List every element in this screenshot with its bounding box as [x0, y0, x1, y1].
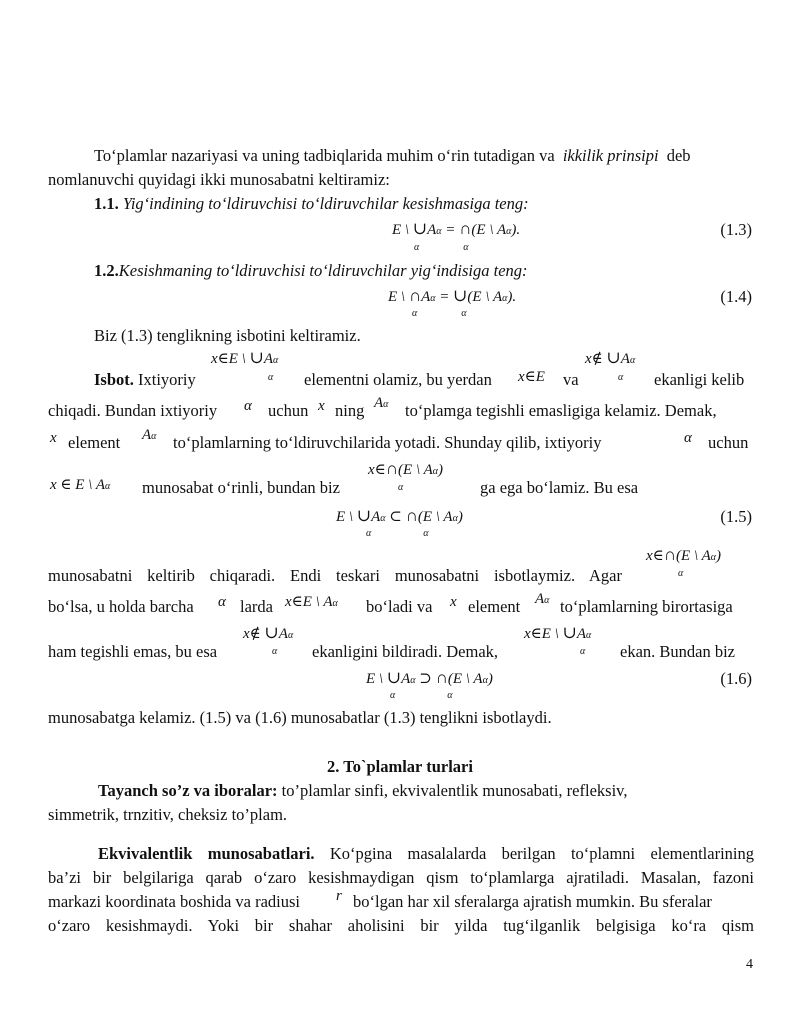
section-title-text: 2. To`plamlar turlari — [327, 757, 473, 776]
formula-1-6: E \ ∪Aα ⊃ ∩(E \ Aα) — [366, 668, 493, 687]
intro-text: To‘plamlar nazariyasi va uning tadbiqlarida muhim o‘rin tutadigan va — [94, 146, 555, 165]
proof-l2d: to‘plamga tegishli emasligiga kelamiz. Demak, — [405, 401, 717, 420]
formula-alpha-sub: α — [268, 372, 274, 383]
formula-A-alpha: Aα — [374, 395, 389, 411]
formula-x-in-intersection-2: x∈∩(E \ Aα) — [646, 545, 722, 564]
proof-l4a: munosabat o‘rinli, bundan biz — [142, 478, 340, 497]
proof-l3b: to‘plamlarning to‘ldiruvchilarida yotadi. Shunday qilib, ixtiyoriy — [173, 433, 602, 452]
formula-alpha: α — [244, 398, 252, 414]
proof-line-9: munosabatga kelamiz. (1.5) va (1.6) munosabatlar (1.3) tenglikni isbotlaydi. — [48, 708, 552, 727]
ekv-line-2: ba’zi bir belgilariga qarab o‘zaro kesishmaydigan qism to‘plamlarga ajratiladi. Masalan, fazoni — [48, 868, 754, 887]
formula-1-4: E \ ∩Aα = ∪(E \ Aα). — [388, 286, 517, 305]
formula-x-notin-union: x∉ ∪Aα — [585, 348, 636, 367]
proof-l6: munosabatni keltirib chiqaradi. Endi teskari munosabatni isbotlaymiz. Agar — [48, 566, 622, 585]
proof-line-6 — [48, 566, 622, 586]
proof-l8a: ham tegishli emas, bu esa — [48, 642, 218, 661]
equation-number-1-6: (1.6) — [720, 669, 752, 688]
intro-deb: deb — [666, 146, 691, 165]
keywords-label: Tayanch so’z va iboralar: — [98, 781, 278, 800]
formula-x: x — [50, 430, 57, 446]
formula-1-5: E \ ∪Aα ⊂ ∩(E \ Aα) — [336, 506, 463, 525]
formula-x-in-E-minus-A: x ∈ E \ Aα — [50, 477, 111, 493]
proof-l1c: va — [563, 370, 579, 389]
equation-number-1-3: (1.3) — [720, 220, 752, 239]
item-1-2-number: 1.2. — [94, 261, 119, 280]
intro-line-2: nomlanuvchi quyidagi ikki munosabatni keltiramiz: — [48, 170, 390, 189]
formula-r: r — [336, 888, 342, 904]
formula-A-alpha: Aα — [142, 427, 157, 443]
keywords-line-1 — [98, 781, 627, 801]
ekv-l3a: markazi koordinata boshida va radiusi — [48, 892, 301, 911]
item-1-1 — [94, 194, 529, 214]
proof-l3a: element — [68, 433, 121, 452]
formula-alpha-sub: α — [398, 482, 404, 493]
formula-alpha-sub: α — [618, 372, 624, 383]
proof-l3c: uchun — [708, 433, 749, 452]
formula-x-notin-union-2: x∉ ∪Aα — [243, 623, 294, 642]
formula-x-in-E: x∈E — [518, 369, 545, 385]
formula-x-in-complement-2: x∈E \ ∪Aα — [524, 623, 592, 642]
ekv-line-4: o‘zaro kesishmaydi. Yoki bir shahar aholisini bir yilda tug‘ilganlik belgisiga ko‘ra qism — [48, 916, 754, 935]
proof-l2b: uchun — [268, 401, 309, 420]
formula-x-in-complement: x∈E \ ∪Aα — [211, 348, 279, 367]
formula-x: x — [450, 594, 457, 610]
formula-1-6-subscripts: α α — [390, 690, 453, 701]
formula-1-3-subscripts: α α — [414, 242, 469, 253]
formula-1-4-subscripts: α α — [412, 308, 467, 319]
item-1-1-number: 1.1. — [94, 194, 119, 213]
proof-l2c: ning — [335, 401, 365, 420]
proof-l1a: Ixtiyoriy — [138, 370, 196, 389]
proof-l1b: elementni olamiz, bu yerdan — [304, 370, 492, 389]
formula-1-5-subscripts: α α — [366, 528, 429, 539]
proof-l7a: bo‘lsa, u holda barcha — [48, 597, 194, 616]
proof-intro: Biz (1.3) tenglikning isbotini keltiramiz. — [94, 326, 361, 345]
proof-l8c: ekan. Bundan biz — [620, 642, 736, 661]
proof-l2a: chiqadi. Bundan ixtiyoriy — [48, 401, 218, 420]
proof-l7d: element — [468, 597, 521, 616]
proof-l4b: ga ega bo‘lamiz. Bu esa — [480, 478, 639, 497]
proof-label: Isbot. — [94, 370, 134, 389]
intro-paragraph — [94, 146, 691, 166]
proof-l7e: to‘plamlarning birortasiga — [560, 597, 733, 616]
formula-x: x — [318, 398, 325, 414]
formula-alpha-sub: α — [272, 646, 278, 657]
page-number: 4 — [746, 957, 753, 972]
formula-alpha: α — [218, 594, 226, 610]
intro-term: ikkilik prinsipi — [562, 146, 659, 165]
ekv-label: Ekvivalentlik munosabatlari. — [98, 844, 315, 863]
keywords-line-2: simmetrik, trnzitiv, cheksiz to’plam. — [48, 805, 288, 824]
proof-l1d: ekanligi kelib — [654, 370, 745, 389]
section-title — [0, 757, 800, 777]
ekv-l3b: bo‘lgan har xil sferalarga ajratish mumkin. Bu sferalar — [353, 892, 712, 911]
equation-number-1-5: (1.5) — [720, 507, 752, 526]
keywords-text-1: to’plamlar sinfi, ekvivalentlik munosabati, refleksiv, — [281, 781, 628, 800]
item-1-1-text: Yig‘indining to‘ldiruvchisi to‘ldiruvchilar kesishmasiga teng: — [122, 194, 529, 213]
formula-x-in-E-minus-A: x∈E \ Aα — [285, 594, 338, 610]
item-1-2 — [94, 261, 528, 281]
formula-x-in-intersection: x∈∩(E \ Aα) — [368, 459, 444, 478]
ekv-line-1 — [98, 844, 754, 864]
formula-1-3: E \ ∪Aα = ∩(E \ Aα). — [392, 219, 521, 238]
formula-A-alpha: Aα — [535, 591, 550, 607]
proof-l8b: ekanligini bildiradi. Demak, — [312, 642, 499, 661]
formula-alpha: α — [684, 430, 692, 446]
formula-alpha-sub: α — [580, 646, 586, 657]
proof-l7c: bo‘ladi va — [366, 597, 433, 616]
proof-l7b: larda — [240, 597, 273, 616]
equation-number-1-4: (1.4) — [720, 287, 752, 306]
formula-alpha-sub: α — [678, 568, 684, 579]
item-1-2-text: Kesishmaning to‘ldiruvchisi to‘ldiruvchilar yig‘indisiga teng: — [118, 261, 528, 280]
ekv-l1: Ko‘pgina masalalarda berilgan to‘plamni elementlarining — [329, 844, 754, 863]
